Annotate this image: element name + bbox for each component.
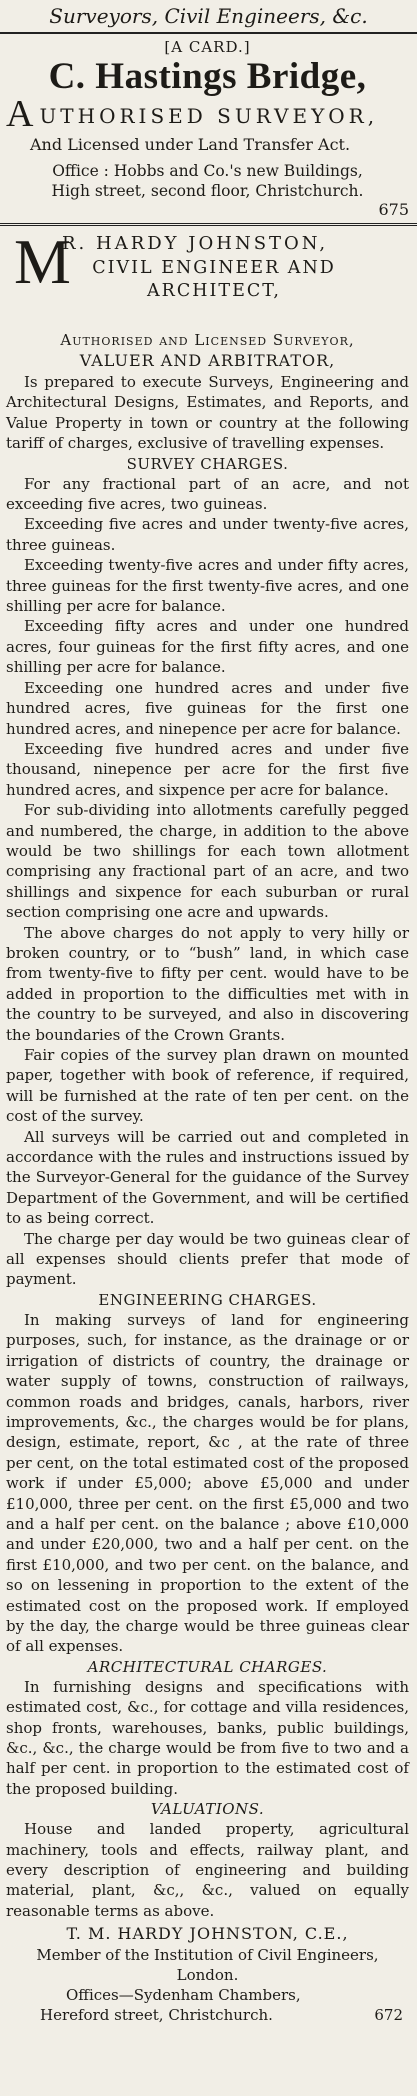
engineering-paragraph: In making surveys of land for engineering purposes, such, for instance, as the drainage or or irrigation of districts of country, the drainage or water supply of towns, construction of railways, common roads and bridges, canals, harbors, river improvements, &c., the charges would be for plans, design, estimate, report, &c , at the rate of three per cent, on the total estimated cost of the proposed work if under £5,000; above £5,000 and under £10,000, three per cent. on the first £5,000 and two and a half per cent. on the balance ; above £10,000 and under £20,000, two and a half per cent. on the first £10,000, and two per cent. on the balance, and so on lessening in proportion to the extent of the estimated cost on the proposed work. If employed by the day, the charge would be three guineas clear of all expenses.	[6, 1310, 409, 1656]
architectural-paragraph: In furnishing designs and specifications with estimated cost, &c., for cottage and villa residences, shop fronts, warehouses, banks, public buildings, &c., &c., the charge would be from five to two and a half per cent. in proportion to the estimated cost of the proposed building.	[6, 1677, 409, 1798]
heading-line-2: CIVIL ENGINEER AND	[92, 258, 336, 278]
survey-paragraph: For any fractional part of an acre, and not exceeding five acres, two guineas.	[6, 474, 409, 514]
survey-paragraph: The charge per day would be two guineas clear of all expenses should clients prefer that mode of payment.	[6, 1229, 409, 1289]
survey-paragraph: Exceeding five hundred acres and under five thousand, ninepence per acre for the first five hundred acres, and sixpence per acre for balance.	[6, 739, 409, 799]
card-bridge	[6, 38, 409, 219]
valuer-line: VALUER AND ARBITRATOR,	[79, 351, 336, 370]
drop-cap-m: M	[14, 226, 71, 297]
card-label: [A CARD.]	[164, 38, 251, 56]
offices-line-2-text: Hereford street, Christchurch.	[40, 2006, 273, 2025]
authorised-line	[6, 93, 409, 135]
survey-paragraph: For sub-dividing into allotments carefully pegged and numbered, the charge, in addition to the above would be two shillings for each town allotment comprising any fractional part of an acre, and two shillings and sixpence for each suburban or rural section comprising one acre and upwards.	[6, 801, 409, 922]
office-line-2: High street, second floor, Christchurch.	[51, 182, 364, 200]
section-header: Surveyors, Civil Engineers, &c.	[0, 0, 417, 34]
licensed-line: And Licensed under Land Transfer Act.	[30, 135, 351, 154]
heading-line-1: R. HARDY JOHNSTON,	[62, 233, 329, 254]
drop-cap-a: A	[6, 93, 38, 135]
engineering-heading: ENGINEERING CHARGES.	[98, 1290, 317, 1309]
valuations-heading: VALUATIONS.	[150, 1800, 265, 1819]
signature-member: Member of the Institution of Civil Engineers, London.	[36, 1946, 379, 1985]
signature-name: T. M. HARDY JOHNSTON, C.E.,	[66, 1924, 349, 1944]
offices-line-1: Offices—Sydenham Chambers,	[66, 1986, 301, 2005]
architectural-heading: ARCHITECTURAL CHARGES.	[87, 1657, 328, 1676]
survey-paragraph: Exceeding fifty acres and under one hundred acres, four guineas for the first fifty acres, and one shilling per acre for balance.	[6, 617, 409, 677]
survey-heading: SURVEY CHARGES.	[126, 454, 289, 473]
office-line-1: Office : Hobbs and Co.'s new Buildings,	[52, 162, 363, 180]
survey-paragraph: All surveys will be carried out and completed in accordance with the rules and instructions issued by the Surveyor-General for the guidance of the Survey Department of the Government, and will be certified to as being correct.	[6, 1127, 409, 1228]
intro-paragraph: Is prepared to execute Surveys, Engineering and Architectural Designs, Estimates, and Reports, and Value Property in town or country at the following tariff of charges, exclusive of travelling expenses.	[6, 373, 409, 453]
advertiser-name: C. Hastings Bridge,	[48, 56, 367, 97]
card-johnston	[6, 226, 409, 2025]
heading-line-3: ARCHITECT,	[147, 281, 281, 301]
offices-line-2	[6, 2005, 409, 2025]
survey-paragraph: Exceeding five acres and under twenty-five acres, three guineas.	[6, 515, 409, 554]
survey-paragraph: Fair copies of the survey plan drawn on mounted paper, together with book of reference, if required, will be furnished at the rate of ten per cent. on the cost of the survey.	[6, 1046, 409, 1126]
authorised-surveyor: Authorised and Licensed Surveyor,	[60, 331, 355, 349]
survey-paragraph: The above charges do not apply to very hilly or broken country, or to “bush” land, in which case from twenty-five to fifty per cent. would have to be added in proportion to the difficulties met with in the country to be surveyed, and also in discovering the boundaries of the Crown Grants.	[6, 923, 409, 1044]
valuations-paragraph: House and landed property, agricultural machinery, tools and effects, railway plant, and every description of engineering and building material, plant, &c,, &c., valued on equally reasonable terms as above.	[6, 1820, 409, 1920]
authorised-text: UTHORISED SURVEYOR,	[39, 104, 379, 128]
ad-number: 675	[378, 200, 409, 219]
ad-number: 672	[374, 2006, 403, 2025]
survey-paragraph: Exceeding twenty-five acres and under fifty acres, three guineas for the first twenty-five acres, and one shilling per acre for balance.	[6, 556, 409, 616]
johnston-heading	[6, 226, 409, 328]
survey-paragraph: Exceeding one hundred acres and under five hundred acres, five guineas for the first one hundred acres, and ninepence per acre for balance.	[6, 678, 409, 738]
